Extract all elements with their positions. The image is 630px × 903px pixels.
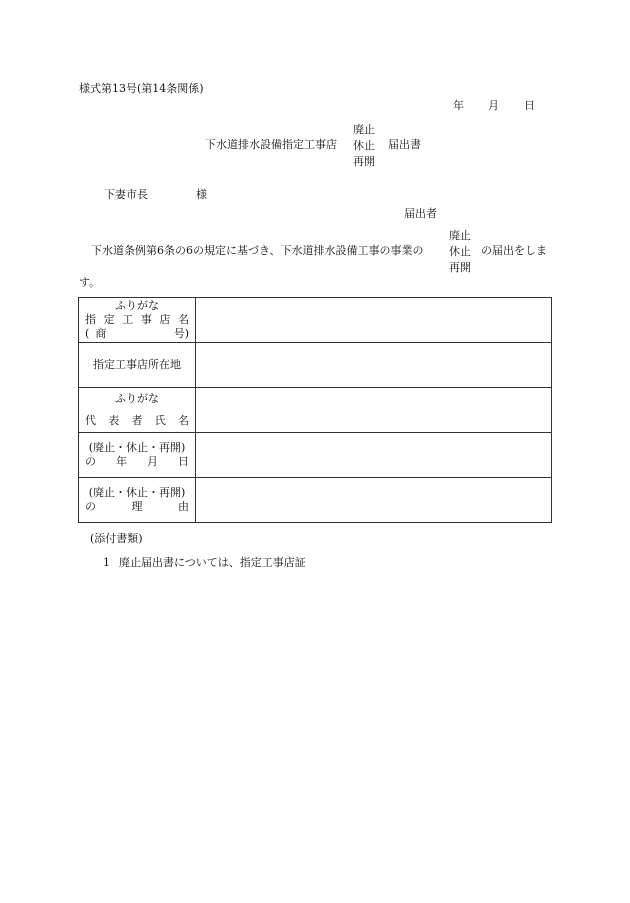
shop-address-field[interactable]	[196, 343, 552, 388]
body-option-saikai: 再開	[449, 261, 471, 274]
table-row	[79, 388, 552, 433]
reason-label: の 理 由	[85, 500, 189, 513]
label-representative	[79, 388, 196, 433]
form-number: 様式第13号(第14条関係)	[79, 82, 204, 95]
table-row	[79, 478, 552, 523]
label-reason	[79, 478, 196, 523]
furigana-label: ふりがな	[115, 299, 159, 312]
reason-field[interactable]	[196, 478, 552, 523]
label-shop-address	[79, 343, 196, 388]
body-text-before: 下水道条例第6条の6の規定に基づき、下水道排水設備工事の事業の	[91, 244, 424, 257]
date-month-label: 月	[488, 99, 499, 112]
addressee-name: 下妻市長	[104, 188, 148, 201]
title-suffix: 届出書	[388, 138, 421, 151]
body-option-kyushi: 休止	[449, 245, 471, 258]
trade-name-label: ( 商 号)	[85, 327, 189, 340]
body-text-line2: す。	[79, 276, 101, 289]
date-label: の 年 月 日	[85, 455, 189, 468]
date-day-label: 日	[524, 99, 535, 112]
label-date	[79, 433, 196, 478]
table-row	[79, 298, 552, 343]
notifier-label: 届出者	[404, 207, 437, 220]
representative-name-label: 代 表 者 氏 名	[85, 414, 189, 427]
furigana-label: ふりがな	[115, 392, 159, 405]
status-options-label: (廃止・休止・再開)	[88, 441, 186, 454]
addressee-honorific: 様	[196, 188, 207, 201]
attachment-item-text: 廃止届出書については、指定工事店証	[119, 556, 306, 569]
body-option-haishi: 廃止	[449, 229, 471, 242]
shop-name-field[interactable]	[196, 298, 552, 343]
shop-address-label: 指定工事店所在地	[93, 358, 181, 372]
date-field[interactable]	[196, 433, 552, 478]
title-option-saikai: 再開	[353, 155, 375, 168]
title-options	[353, 122, 375, 170]
body-text-after: の届出をしま	[481, 244, 547, 257]
notification-form-table	[78, 297, 552, 523]
label-shop-name	[79, 298, 196, 343]
representative-name-field[interactable]	[196, 388, 552, 433]
status-options-label: (廃止・休止・再開)	[88, 486, 186, 499]
title-option-haishi: 廃止	[353, 123, 375, 136]
attachment-item-number: 1	[103, 556, 110, 569]
table-row	[79, 433, 552, 478]
shop-name-label: 指 定 工 事 店 名	[85, 313, 189, 326]
table-row	[79, 343, 552, 388]
body-options	[449, 228, 471, 276]
date-year-label: 年	[453, 99, 464, 112]
title-option-kyushi: 休止	[353, 139, 375, 152]
attachments-heading: (添付書類)	[90, 532, 143, 545]
title-prefix: 下水道排水設備指定工事店	[205, 138, 337, 151]
